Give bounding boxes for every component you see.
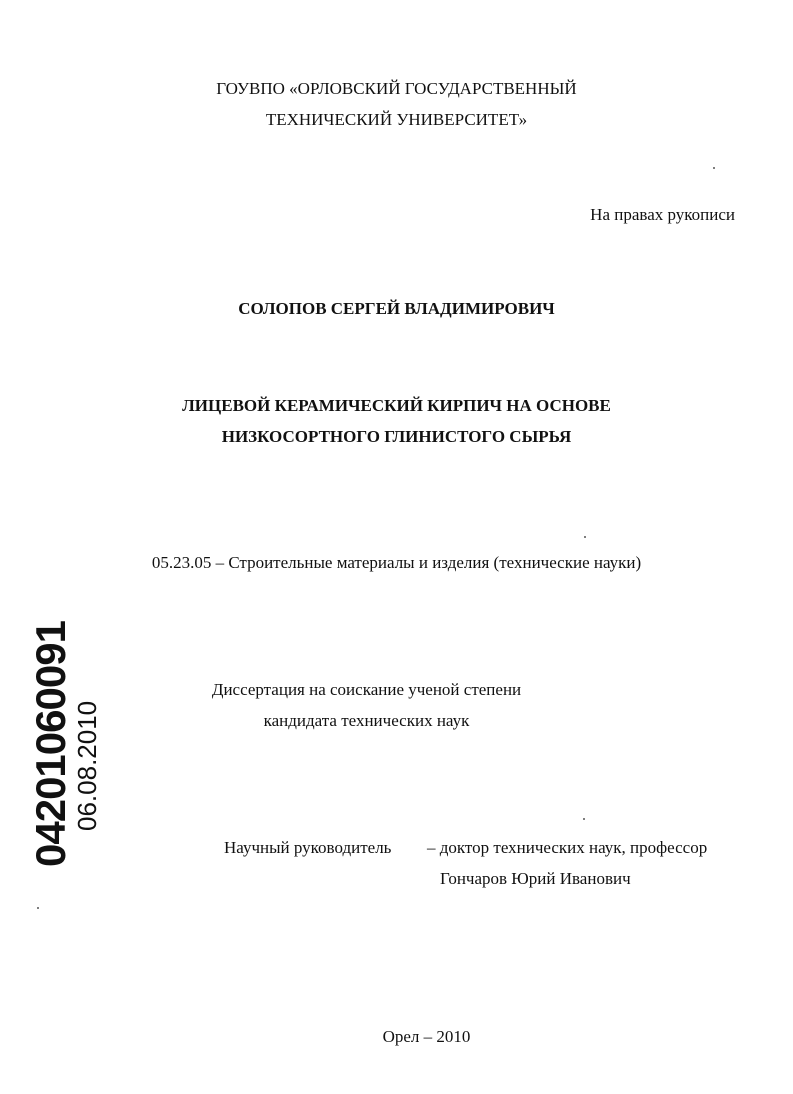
manuscript-note: На правах рукописи [590, 205, 735, 224]
supervisor-role: Научный руководитель [224, 838, 392, 857]
degree-line-1: Диссертация на соискание ученой степени [211, 680, 522, 699]
institution-line-1: ГОУВПО «ОРЛОВСКИЙ ГОСУДАРСТВЕННЫЙ [216, 79, 577, 98]
scan-speck [583, 818, 585, 820]
institution-line-2: ТЕХНИЧЕСКИЙ УНИВЕРСИТЕТ» [265, 110, 528, 129]
scan-speck [37, 907, 39, 909]
supervisor-credentials: – доктор технических наук, профессор [427, 838, 708, 857]
library-stamp-date: 06.08.2010 [72, 700, 102, 831]
specialty-code: 05.23.05 – Строительные материалы и изделия (технические науки) [151, 553, 642, 572]
scan-speck [713, 167, 715, 169]
library-stamp [27, 621, 102, 870]
dissertation-title-line-2: НИЗКОСОРТНОГО ГЛИНИСТОГО СЫРЬЯ [221, 427, 572, 446]
dissertation-title-line-1: ЛИЦЕВОЙ КЕРАМИЧЕСКИЙ КИРПИЧ НА ОСНОВЕ [182, 396, 611, 415]
scan-speck [584, 536, 586, 538]
library-stamp-number: 04201060091 [27, 621, 74, 867]
supervisor-name: Гончаров Юрий Иванович [440, 869, 631, 888]
place-year: Орел – 2010 [382, 1027, 471, 1046]
author-name: СОЛОПОВ СЕРГЕЙ ВЛАДИМИРОВИЧ [238, 299, 555, 318]
degree-line-2: кандидата технических наук [263, 711, 470, 730]
